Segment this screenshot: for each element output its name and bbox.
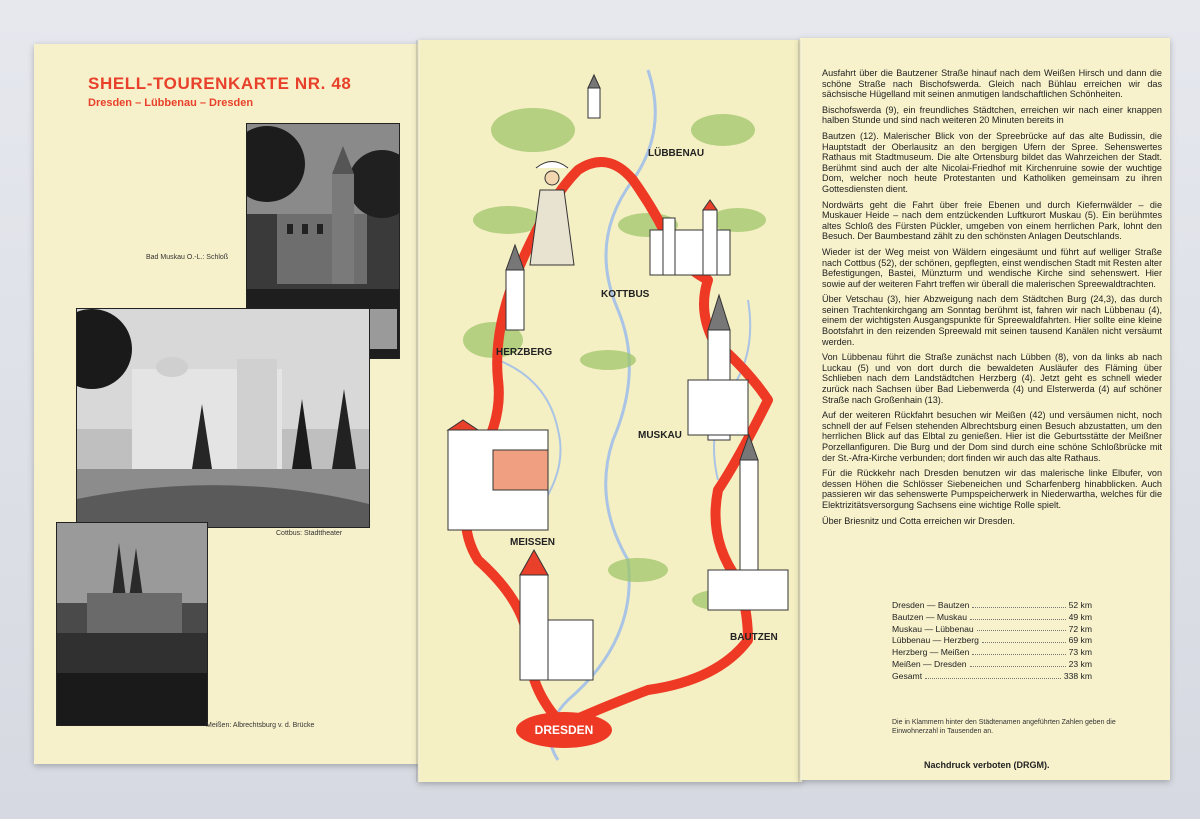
paragraph: Bischofswerda (9), ein freundliches Städtchen, erreichen wir nach einer knappen halben Stunde und sind nach weiteren 20 Minuten bereits in <box>822 104 1162 126</box>
map-label-herzberg: HERZBERG <box>496 347 553 358</box>
landmark-luebbenau-church <box>588 75 600 118</box>
paragraph: Bautzen (12). Malerischer Blick von der Spreebrücke auf das alte Budissin, die Hauptstadt der Oberlausitz an den bergigen Ufern der Spree. Sehenswertes Rathaus mit Stadtmuseum. Die alte Ortensburg bildet das Wahrzeichen der Stadt. Berühmt sind auch der alte Nicolai-Friedhof mit Kirchenruine sowie der wuchtige Dom, welcher noch heute Protestanten und Katholiken gemeinsam zu ihren Gottesdiensten dient. <box>822 130 1162 194</box>
distance-row: Dresden — Bautzen 52 km <box>892 600 1092 610</box>
brochure-subtitle: Dresden – Lübbenau – Dresden <box>88 97 254 109</box>
brochure-panel-map <box>418 40 802 782</box>
map-label-bautzen: BAUTZEN <box>730 632 778 643</box>
distance-row: Meißen — Dresden 23 km <box>892 658 1092 669</box>
distance-total-row: Gesamt 338 km <box>892 670 1092 681</box>
brochure-panel-text <box>800 38 1170 780</box>
paragraph: Über Vetschau (3), hier Abzweigung nach dem Städtchen Burg (24,3), das durch seinen Trachtenkirchgang am Sonntag berühmt ist, fahren wir nach Lübbenau (4), einem der wichtigsten Ausgangspunkte für Spreewaldfahrten. Hier sollte eine kleine Bootsfahrt in den reizenden Spreewald mit seinen tausend Kanälen nicht versäumt werden. <box>822 294 1162 347</box>
caption-meissen: Meißen: Albrechtsburg v. d. Brücke <box>206 722 315 729</box>
route-description <box>822 68 1162 531</box>
map-label-kottbus: KOTTBUS <box>601 289 650 300</box>
route-map <box>418 40 802 782</box>
landmark-meissen-castle <box>448 420 548 530</box>
fold-crease <box>416 40 420 782</box>
paragraph: Über Briesnitz und Cotta erreichen wir Dresden. <box>822 515 1016 526</box>
paragraph: Auf der weiteren Rückfahrt besuchen wir Meißen (42) und versäumen nicht, noch schnell der auf Felsen stehenden Albrechtsburg einen Besuch abzustatten, um den herrlichen Blick auf das Elbtal zu genießen. Hier ist die Geburtsstätte der Meißner Porzellanfiguren. Die Burg und der Dom sind durch eine schöne Schloßbrücke mit der St.-Afra-Kirche verbunden; dort finden wir auch das alte Rathaus. <box>822 410 1162 463</box>
caption-cottbus: Cottbus: Stadttheater <box>276 530 343 537</box>
map-label-meissen: MEISSEN <box>510 537 556 548</box>
fold-crease <box>798 40 802 782</box>
distance-row: Herzberg — Meißen 73 km <box>892 647 1092 658</box>
distance-row: Bautzen — Muskau 49 km <box>892 611 1092 622</box>
photo-meissen-albrechtsburg <box>56 522 208 726</box>
distance-table <box>892 600 1092 683</box>
caption-muskau: Bad Muskau O.-L.: Schloß <box>146 254 229 261</box>
map-label-muskau: MUSKAU <box>638 430 682 441</box>
map-label-dresden: DRESDEN <box>534 723 594 737</box>
distance-row: Lübbenau — Herzberg 69 km <box>892 635 1092 646</box>
paragraph: Wieder ist der Weg meist von Wäldern eingesäumt und führt auf welliger Straße nach Cottbus (52), der schönen, gepflegten, einst wendischen Stadt mit Resten alter Befestigungen, Bastei, Münzturm und wendische Kirche sind sehenswert. Hier sowie auf der weiteren Fahrt treffen wir überall die malerischen Spreewaldtrachten. <box>822 246 1162 289</box>
landmark-kottbus-buildings <box>650 200 730 275</box>
photo-cottbus-theater <box>76 308 370 528</box>
map-label-luebbenau: LÜBBENAU <box>648 148 705 159</box>
footnote: Die in Klammern hinter den Städtenamen angeführten Zahlen geben die Einwohnerzahl in Tausenden an. <box>892 719 1116 735</box>
paragraph: Von Lübbenau führt die Straße zunächst nach Lübben (8), von da links ab nach Luckau (5) und von dort durch die bewaldeten Ausläufer des Fläming über Schlieben nach dem Landstädtchen Herzberg (4). Jetzt geht es schnell wieder zurück nach Sachsen über Bad Liebenwerda (4) und Elsterwerda (4) auf schöner Straße nach Großenhain (13). <box>822 352 1162 405</box>
paragraph: Für die Rückkehr nach Dresden benutzen wir das malerische linke Elbufer, von dessen Höhen die Schlösser Siebeneichen und Scharfenberg hinabblicken. Auch passieren wir das sehenswerte Pumpspeicherwerk in Niederwartha, welches für die Elektrizitätsversorgung Sachsens eine wichtige Rolle spielt. <box>822 468 1162 510</box>
landmark-dresden-buildings <box>520 550 593 680</box>
paragraph: Ausfahrt über die Bautzener Straße hinauf nach dem Weißen Hirsch und dann die schöne Straße nach Bischofswerda. Gleich nach Bühlau erreichen wir das sächsische Hügelland mit seinen anmutigen landschaftlichen Schönheiten. <box>822 68 1162 100</box>
copyright-notice: Nachdruck verboten (DRGM). <box>924 760 1050 770</box>
brochure-title: SHELL-TOURENKARTE NR. 48 <box>88 74 352 93</box>
paragraph: Nordwärts geht die Fahrt über freie Ebenen und durch Kiefernwälder – die Muskauer Heide – nach dem entzückenden Luftkurort Muskau (5). Ein berühmtes altes Schloß des Fürsten Pückler, umgeben von einem herrlichen Park, lohnt den Besuch. Der Baumbestand zählt zu den schönsten Anlagen Deutschlands. <box>822 199 1162 242</box>
distance-row: Muskau — Lübbenau 72 km <box>892 623 1092 634</box>
